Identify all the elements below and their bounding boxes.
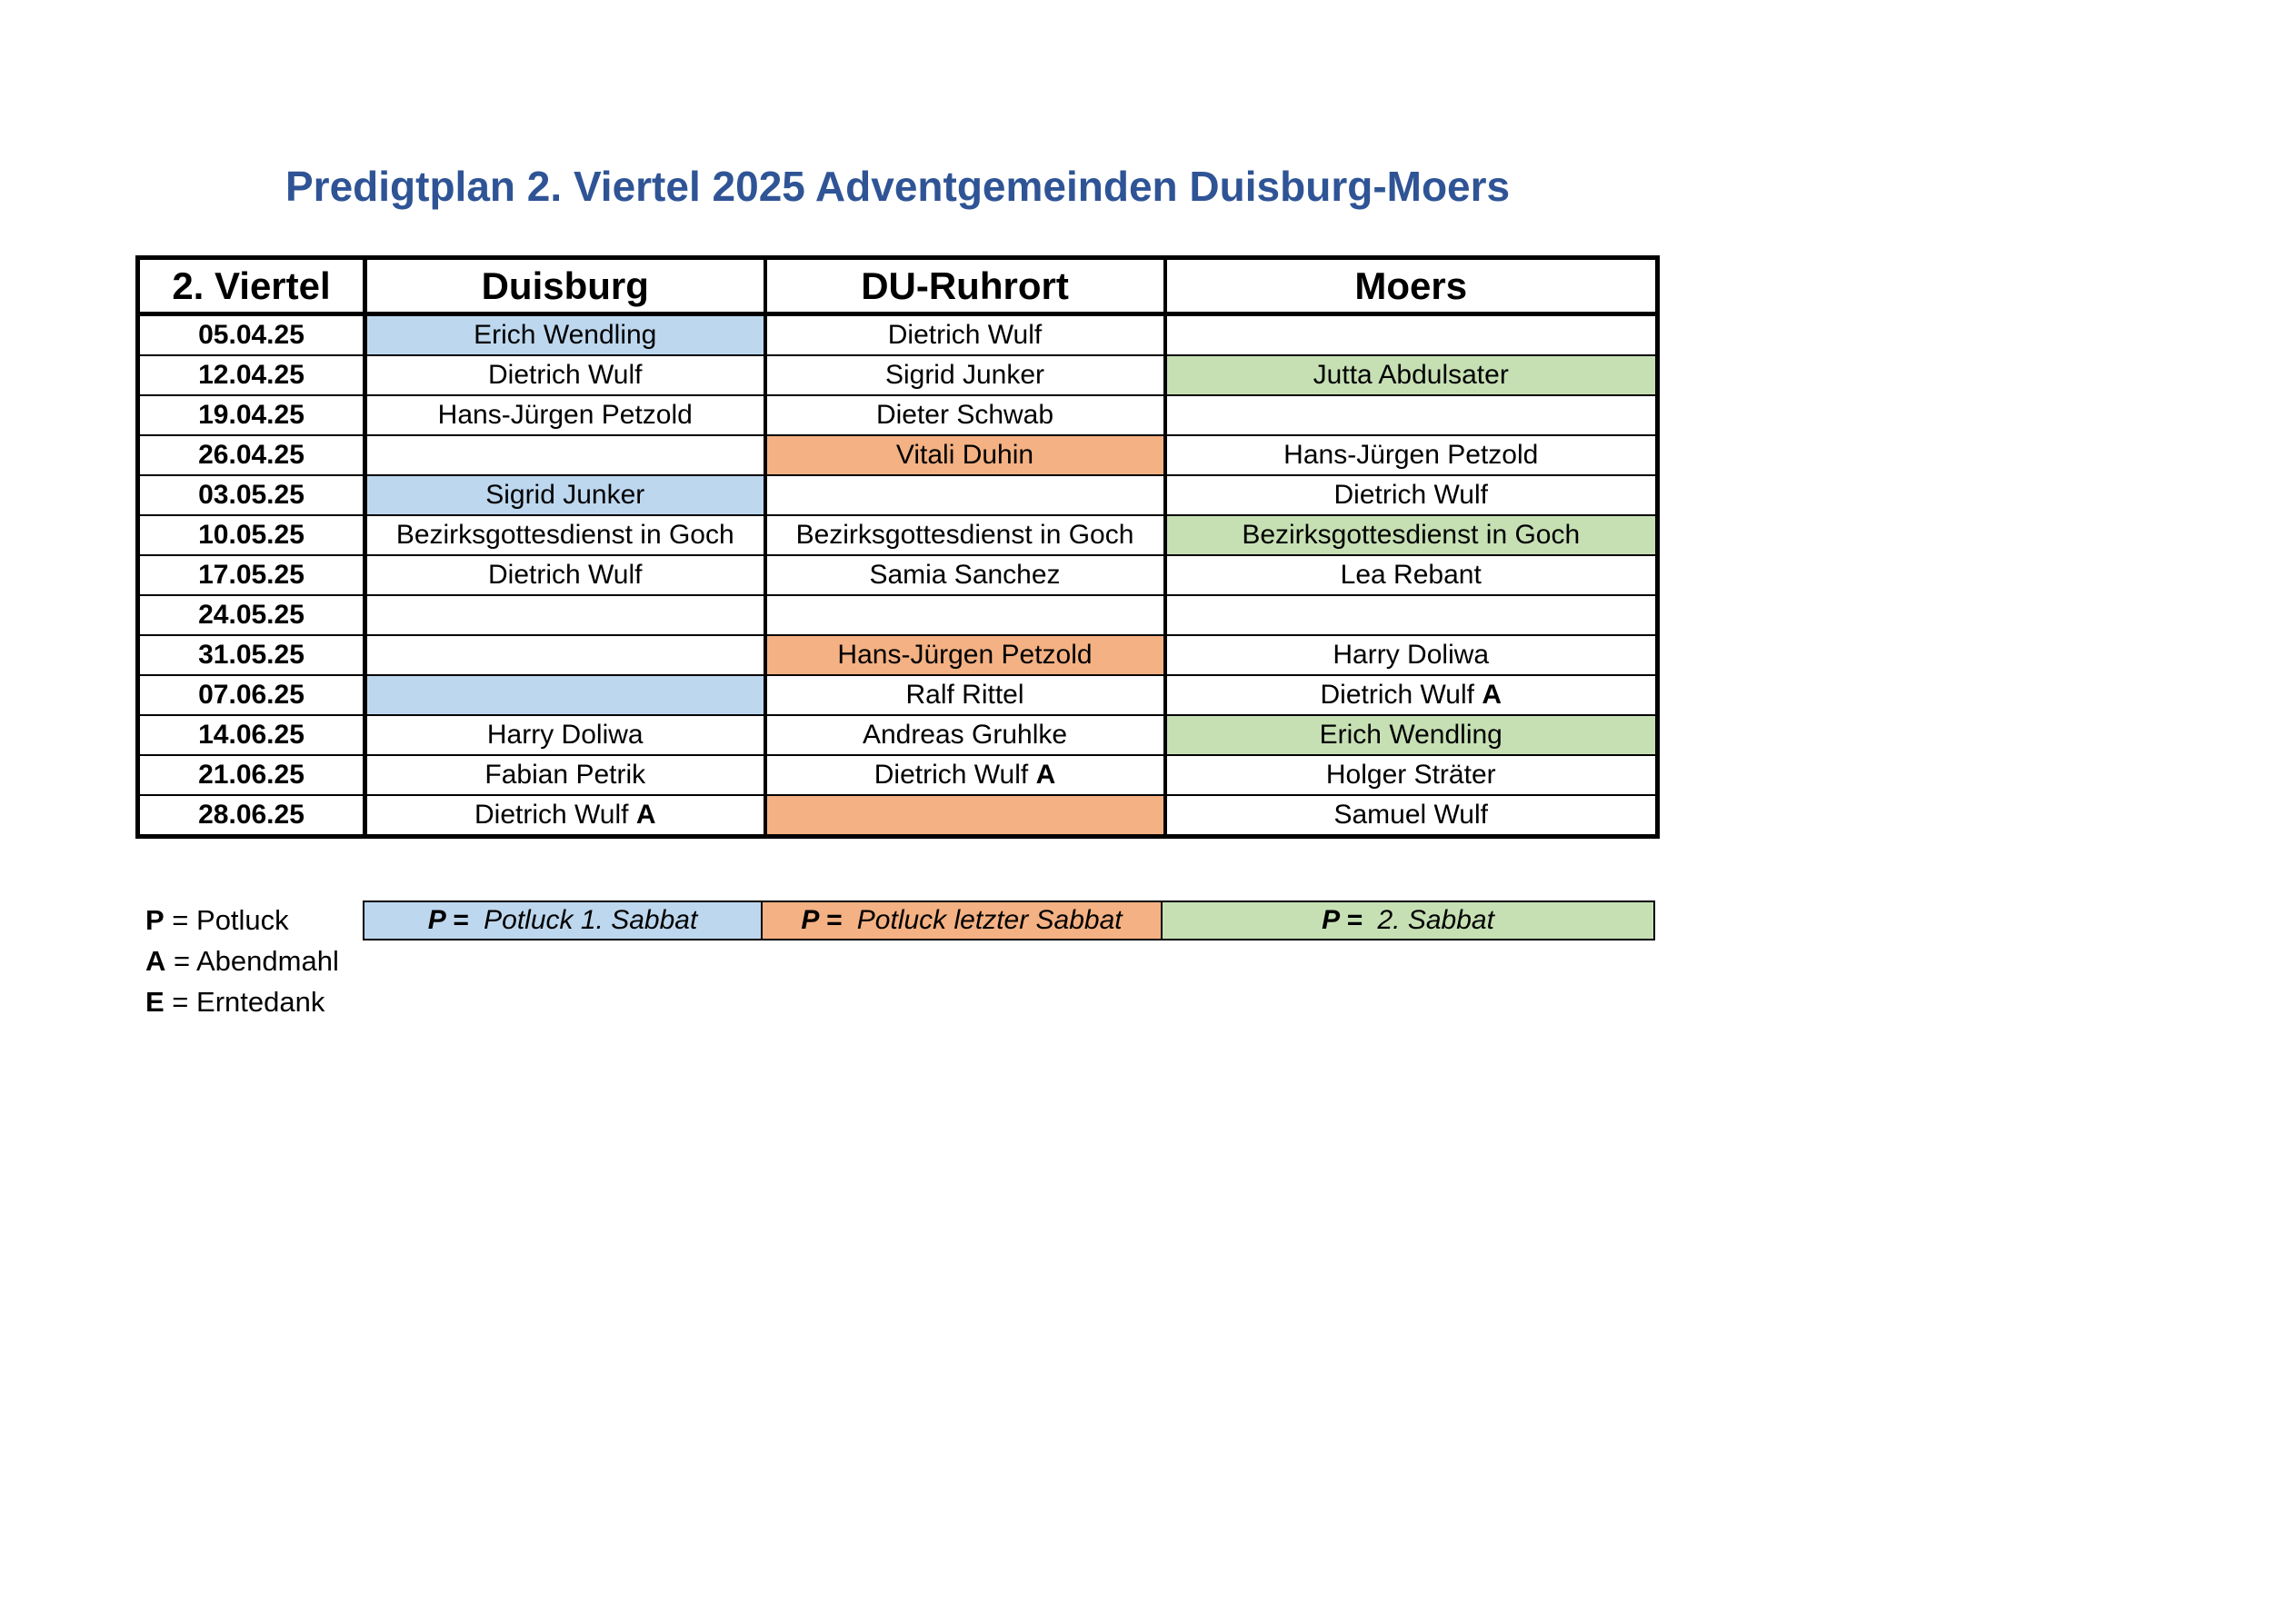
duisburg-cell: [365, 475, 765, 515]
header-du-ruhrort: DU-Ruhrort: [765, 258, 1165, 314]
legend-box-key: P =: [427, 905, 469, 935]
preacher-name: Fabian Petrik: [484, 760, 646, 790]
table-row: [138, 475, 1658, 515]
preacher-name: Sigrid Junker: [884, 360, 1045, 390]
table-row: [138, 435, 1658, 475]
legend-box-text: Potluck 1. Sabbat: [484, 905, 698, 935]
du-ruhrort-cell: [765, 515, 1165, 555]
date-cell: 24.05.25: [138, 595, 365, 635]
legend-text: = Potluck: [164, 904, 289, 936]
date-cell: 17.05.25: [138, 555, 365, 595]
moers-cell: [1165, 635, 1658, 675]
sermon-plan-table: [135, 255, 1660, 839]
legend-box-second-sabbath: [1162, 901, 1654, 940]
du-ruhrort-cell: [765, 555, 1165, 595]
preacher-name: Bezirksgottesdienst in Goch: [395, 520, 734, 550]
moers-cell: [1165, 314, 1658, 356]
legend-box-key: P =: [801, 905, 843, 935]
preacher-name: Dietrich Wulf: [488, 360, 643, 390]
table-row: [138, 675, 1658, 715]
duisburg-cell: [365, 795, 765, 837]
preacher-name: Sigrid Junker: [485, 480, 645, 510]
table-header-row: [138, 258, 1658, 314]
preacher-name: Samuel Wulf: [1333, 800, 1488, 830]
preacher-name: Hans-Jürgen Petzold: [437, 400, 693, 430]
du-ruhrort-cell: [765, 475, 1165, 515]
du-ruhrort-cell: [765, 635, 1165, 675]
moers-cell: [1165, 715, 1658, 755]
moers-cell: [1165, 755, 1658, 795]
preacher-name: Harry Doliwa: [486, 720, 644, 750]
preacher-name: Vitali Duhin: [895, 440, 1034, 470]
preacher-name: Andreas Gruhlke: [862, 720, 1068, 750]
date-cell: 14.06.25: [138, 715, 365, 755]
moers-cell: [1165, 395, 1658, 435]
legend-text: = Erntedank: [164, 986, 325, 1018]
preacher-name: Lea Rebant: [1340, 560, 1482, 590]
date-cell: 10.05.25: [138, 515, 365, 555]
header-duisburg: Duisburg: [365, 258, 765, 314]
duisburg-cell: [365, 715, 765, 755]
preacher-name: Dietrich Wulf: [488, 560, 643, 590]
legend-box-key: P =: [1322, 905, 1363, 935]
preacher-name: Dietrich Wulf: [873, 760, 1029, 790]
service-marker: A: [1482, 680, 1502, 710]
du-ruhrort-cell: [765, 355, 1165, 395]
legend-abbreviation-potluck: [145, 900, 289, 940]
preacher-name: Bezirksgottesdienst in Goch: [1242, 520, 1581, 550]
legend-box-text: 2. Sabbat: [1377, 905, 1494, 935]
table-row: [138, 635, 1658, 675]
table-row: [138, 555, 1658, 595]
preacher-name: Dietrich Wulf: [887, 320, 1043, 350]
preacher-name: Dietrich Wulf: [474, 800, 629, 830]
service-marker: A: [635, 800, 656, 830]
preacher-name: Dietrich Wulf: [1333, 480, 1488, 510]
header-moers: Moers: [1165, 258, 1658, 314]
header-quarter: 2. Viertel: [138, 258, 365, 314]
moers-cell: [1165, 555, 1658, 595]
duisburg-cell: [365, 675, 765, 715]
duisburg-cell: [365, 555, 765, 595]
legend-key: P: [145, 904, 165, 936]
du-ruhrort-cell: [765, 715, 1165, 755]
table-row: [138, 755, 1658, 795]
du-ruhrort-cell: [765, 395, 1165, 435]
date-cell: 03.05.25: [138, 475, 365, 515]
du-ruhrort-cell: [765, 755, 1165, 795]
duisburg-cell: [365, 755, 765, 795]
legend-abbreviation-abendmahl: [145, 940, 339, 981]
duisburg-cell: [365, 435, 765, 475]
table-row: [138, 515, 1658, 555]
table-row: [138, 314, 1658, 356]
legend-box-potluck-first: [364, 901, 762, 940]
preacher-name: Samia Sanchez: [869, 560, 1061, 590]
du-ruhrort-cell: [765, 435, 1165, 475]
preacher-name: Bezirksgottesdienst in Goch: [795, 520, 1134, 550]
date-cell: 28.06.25: [138, 795, 365, 837]
legend-abbreviation-erntedank: [145, 981, 324, 1022]
preacher-name: Hans-Jürgen Petzold: [1283, 440, 1539, 470]
legend-box-potluck-last: [762, 901, 1162, 940]
moers-cell: [1165, 475, 1658, 515]
table-row: [138, 595, 1658, 635]
service-marker: A: [1035, 760, 1056, 790]
preacher-name: Jutta Abdulsater: [1313, 360, 1509, 390]
du-ruhrort-cell: [765, 595, 1165, 635]
preacher-name: Harry Doliwa: [1333, 640, 1490, 670]
preacher-name: Holger Sträter: [1325, 760, 1496, 790]
du-ruhrort-cell: [765, 795, 1165, 837]
legend-box-text: Potluck letzter Sabbat: [856, 905, 1123, 935]
table-row: [138, 795, 1658, 837]
table-row: [138, 395, 1658, 435]
moers-cell: [1165, 595, 1658, 635]
preacher-name: Hans-Jürgen Petzold: [837, 640, 1093, 670]
preacher-name: Erich Wendling: [474, 320, 657, 350]
duisburg-cell: [365, 515, 765, 555]
du-ruhrort-cell: [765, 314, 1165, 356]
moers-cell: [1165, 675, 1658, 715]
duisburg-cell: [365, 355, 765, 395]
date-cell: 31.05.25: [138, 635, 365, 675]
moers-cell: [1165, 795, 1658, 837]
date-cell: 26.04.25: [138, 435, 365, 475]
page-title: Predigtplan 2. Viertel 2025 Adventgemeinden Duisburg-Moers: [285, 163, 1511, 210]
moers-cell: [1165, 355, 1658, 395]
date-cell: 12.04.25: [138, 355, 365, 395]
date-cell: 07.06.25: [138, 675, 365, 715]
duisburg-cell: [365, 595, 765, 635]
legend-key: A: [145, 945, 166, 977]
date-cell: 21.06.25: [138, 755, 365, 795]
legend-text: = Abendmahl: [165, 945, 339, 977]
duisburg-cell: [365, 395, 765, 435]
duisburg-cell: [365, 314, 765, 356]
preacher-name: Dieter Schwab: [875, 400, 1054, 430]
date-cell: 05.04.25: [138, 314, 365, 356]
duisburg-cell: [365, 635, 765, 675]
date-cell: 19.04.25: [138, 395, 365, 435]
preacher-name: Erich Wendling: [1319, 720, 1502, 750]
color-legend: [363, 901, 1655, 940]
legend-key: E: [145, 986, 165, 1018]
moers-cell: [1165, 435, 1658, 475]
preacher-name: Ralf Rittel: [905, 680, 1024, 710]
table-row: [138, 715, 1658, 755]
du-ruhrort-cell: [765, 675, 1165, 715]
preacher-name: Dietrich Wulf: [1320, 680, 1474, 710]
table-row: [138, 355, 1658, 395]
moers-cell: [1165, 515, 1658, 555]
